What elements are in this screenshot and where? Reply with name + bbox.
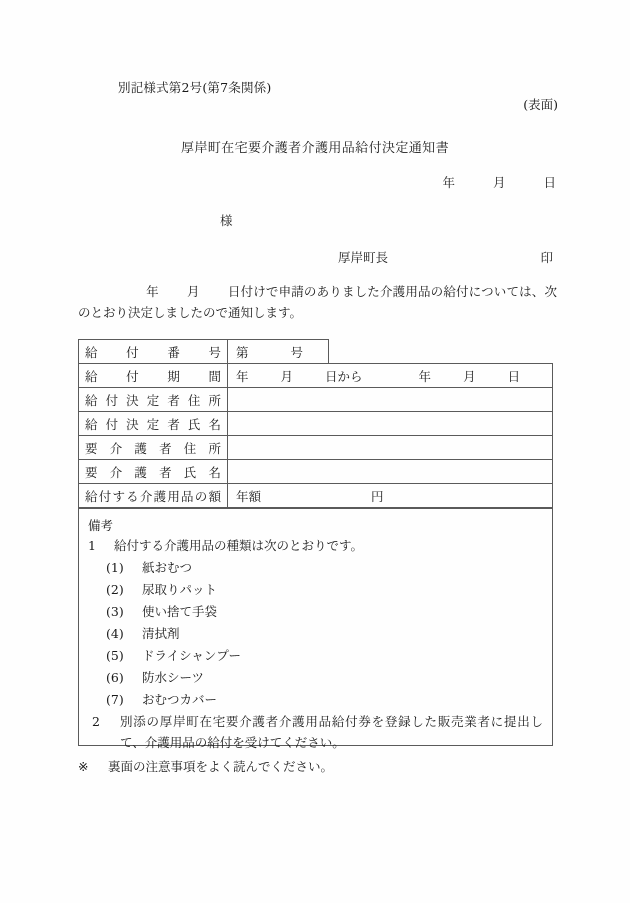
footnote [78, 757, 333, 775]
note-text: 別添の厚岸町在宅要介護者介護用品給付券を登録した販売業者に提出して、介護用品の給付を受けてください。 [120, 714, 543, 750]
period-end-year: 年 [418, 368, 432, 384]
sub-item-number: (2) [106, 582, 124, 597]
issue-date-year: 年 [442, 175, 455, 190]
sub-item-number: (5) [106, 648, 124, 663]
body-date-month: 月 [186, 284, 200, 299]
footnote-text: 裏面の注意事項をよく読んでください。 [108, 759, 334, 774]
table-row-benefit-number [79, 340, 553, 364]
benefit-number-suffix: 号 [290, 344, 304, 360]
row-value-benefit-amount [228, 484, 553, 508]
sub-item-label: 清拭剤 [142, 626, 180, 641]
remarks-note-1 [88, 535, 543, 557]
remarks-box [78, 508, 553, 750]
row-label: 給付期間 [79, 364, 228, 388]
sub-item-label: 防水シーツ [142, 670, 205, 685]
row-label: 給付番号 [79, 340, 228, 364]
issue-date-month: 月 [492, 175, 506, 190]
remarks-note-2 [88, 711, 543, 753]
body-paragraph-text: 日付けで申請のありました介護用品の給付については、次のとおり決定しましたので通知します。 [78, 284, 557, 320]
side-mark: (表面) [523, 97, 558, 112]
table-row-care-recipient-address [79, 436, 553, 460]
sub-item-number: (1) [106, 560, 124, 575]
table-row-decided-person-address [79, 388, 553, 412]
list-item [88, 689, 543, 711]
remarks-title: 備考 [88, 518, 114, 533]
period-end-month: 月 [463, 368, 476, 384]
note-number: 1 [88, 538, 96, 553]
row-label: 給付決定者氏名 [79, 412, 228, 436]
sub-item-label: おむつカバー [142, 692, 218, 707]
sub-item-number: (7) [106, 692, 124, 707]
document-title: 厚岸町在宅要介護者介護用品給付決定通知書 [180, 141, 449, 156]
note-text: 給付する介護用品の種類は次のとおりです。 [114, 538, 364, 553]
row-label: 給付する介護用品の額 [79, 484, 228, 508]
sub-item-number: (4) [106, 626, 124, 641]
issue-date-line [0, 173, 556, 191]
row-value-decided-person-address[interactable] [228, 388, 553, 412]
benefit-number-prefix: 第 [236, 344, 249, 360]
row-value-decided-person-name[interactable] [228, 412, 553, 436]
row-value-care-recipient-name[interactable] [228, 460, 553, 484]
sub-item-label: 紙おむつ [142, 560, 193, 575]
list-item [88, 601, 543, 623]
issue-date-day: 日 [543, 175, 556, 190]
table-row-care-recipient-name [79, 460, 553, 484]
body-date-year: 年 [146, 284, 159, 299]
list-item [88, 557, 543, 579]
period-end-day: 日 [507, 368, 521, 384]
seal-mark: 印 [540, 250, 553, 265]
period-start-month: 月 [280, 368, 294, 384]
row-value-care-recipient-address[interactable] [228, 436, 553, 460]
table-row-decided-person-name [79, 412, 553, 436]
issuer-row [338, 248, 553, 266]
issuer-name: 厚岸町長 [338, 250, 389, 265]
table-row-benefit-amount [79, 484, 553, 508]
period-start-day: 日から [325, 368, 363, 384]
list-item [88, 623, 543, 645]
decision-table [78, 339, 553, 508]
table-row-benefit-period [79, 364, 553, 388]
row-label: 要介護者住所 [79, 436, 228, 460]
amount-unit: 円 [371, 488, 384, 504]
row-value-benefit-number [228, 340, 329, 364]
sub-item-label: 使い捨て手袋 [142, 604, 218, 619]
row-value-benefit-period [228, 364, 553, 388]
addressee-honorific: 様 [220, 213, 233, 228]
amount-label: 年額 [236, 488, 262, 504]
form-number: 別記様式第2号(第7条関係) [118, 80, 272, 95]
period-start-year: 年 [236, 368, 249, 384]
sub-item-label: 尿取りパット [142, 582, 218, 597]
list-item [88, 645, 543, 667]
list-item [88, 579, 543, 601]
sub-item-number: (3) [106, 604, 124, 619]
footnote-mark: ※ [78, 759, 89, 774]
list-item [88, 667, 543, 689]
row-spacer [329, 340, 553, 364]
row-label: 給付決定者住所 [79, 388, 228, 412]
sub-item-number: (6) [106, 670, 124, 685]
note-number: 2 [92, 714, 100, 729]
sub-item-label: ドライシャンプー [142, 648, 242, 663]
row-label: 要介護者氏名 [79, 460, 228, 484]
body-paragraph [78, 281, 557, 323]
